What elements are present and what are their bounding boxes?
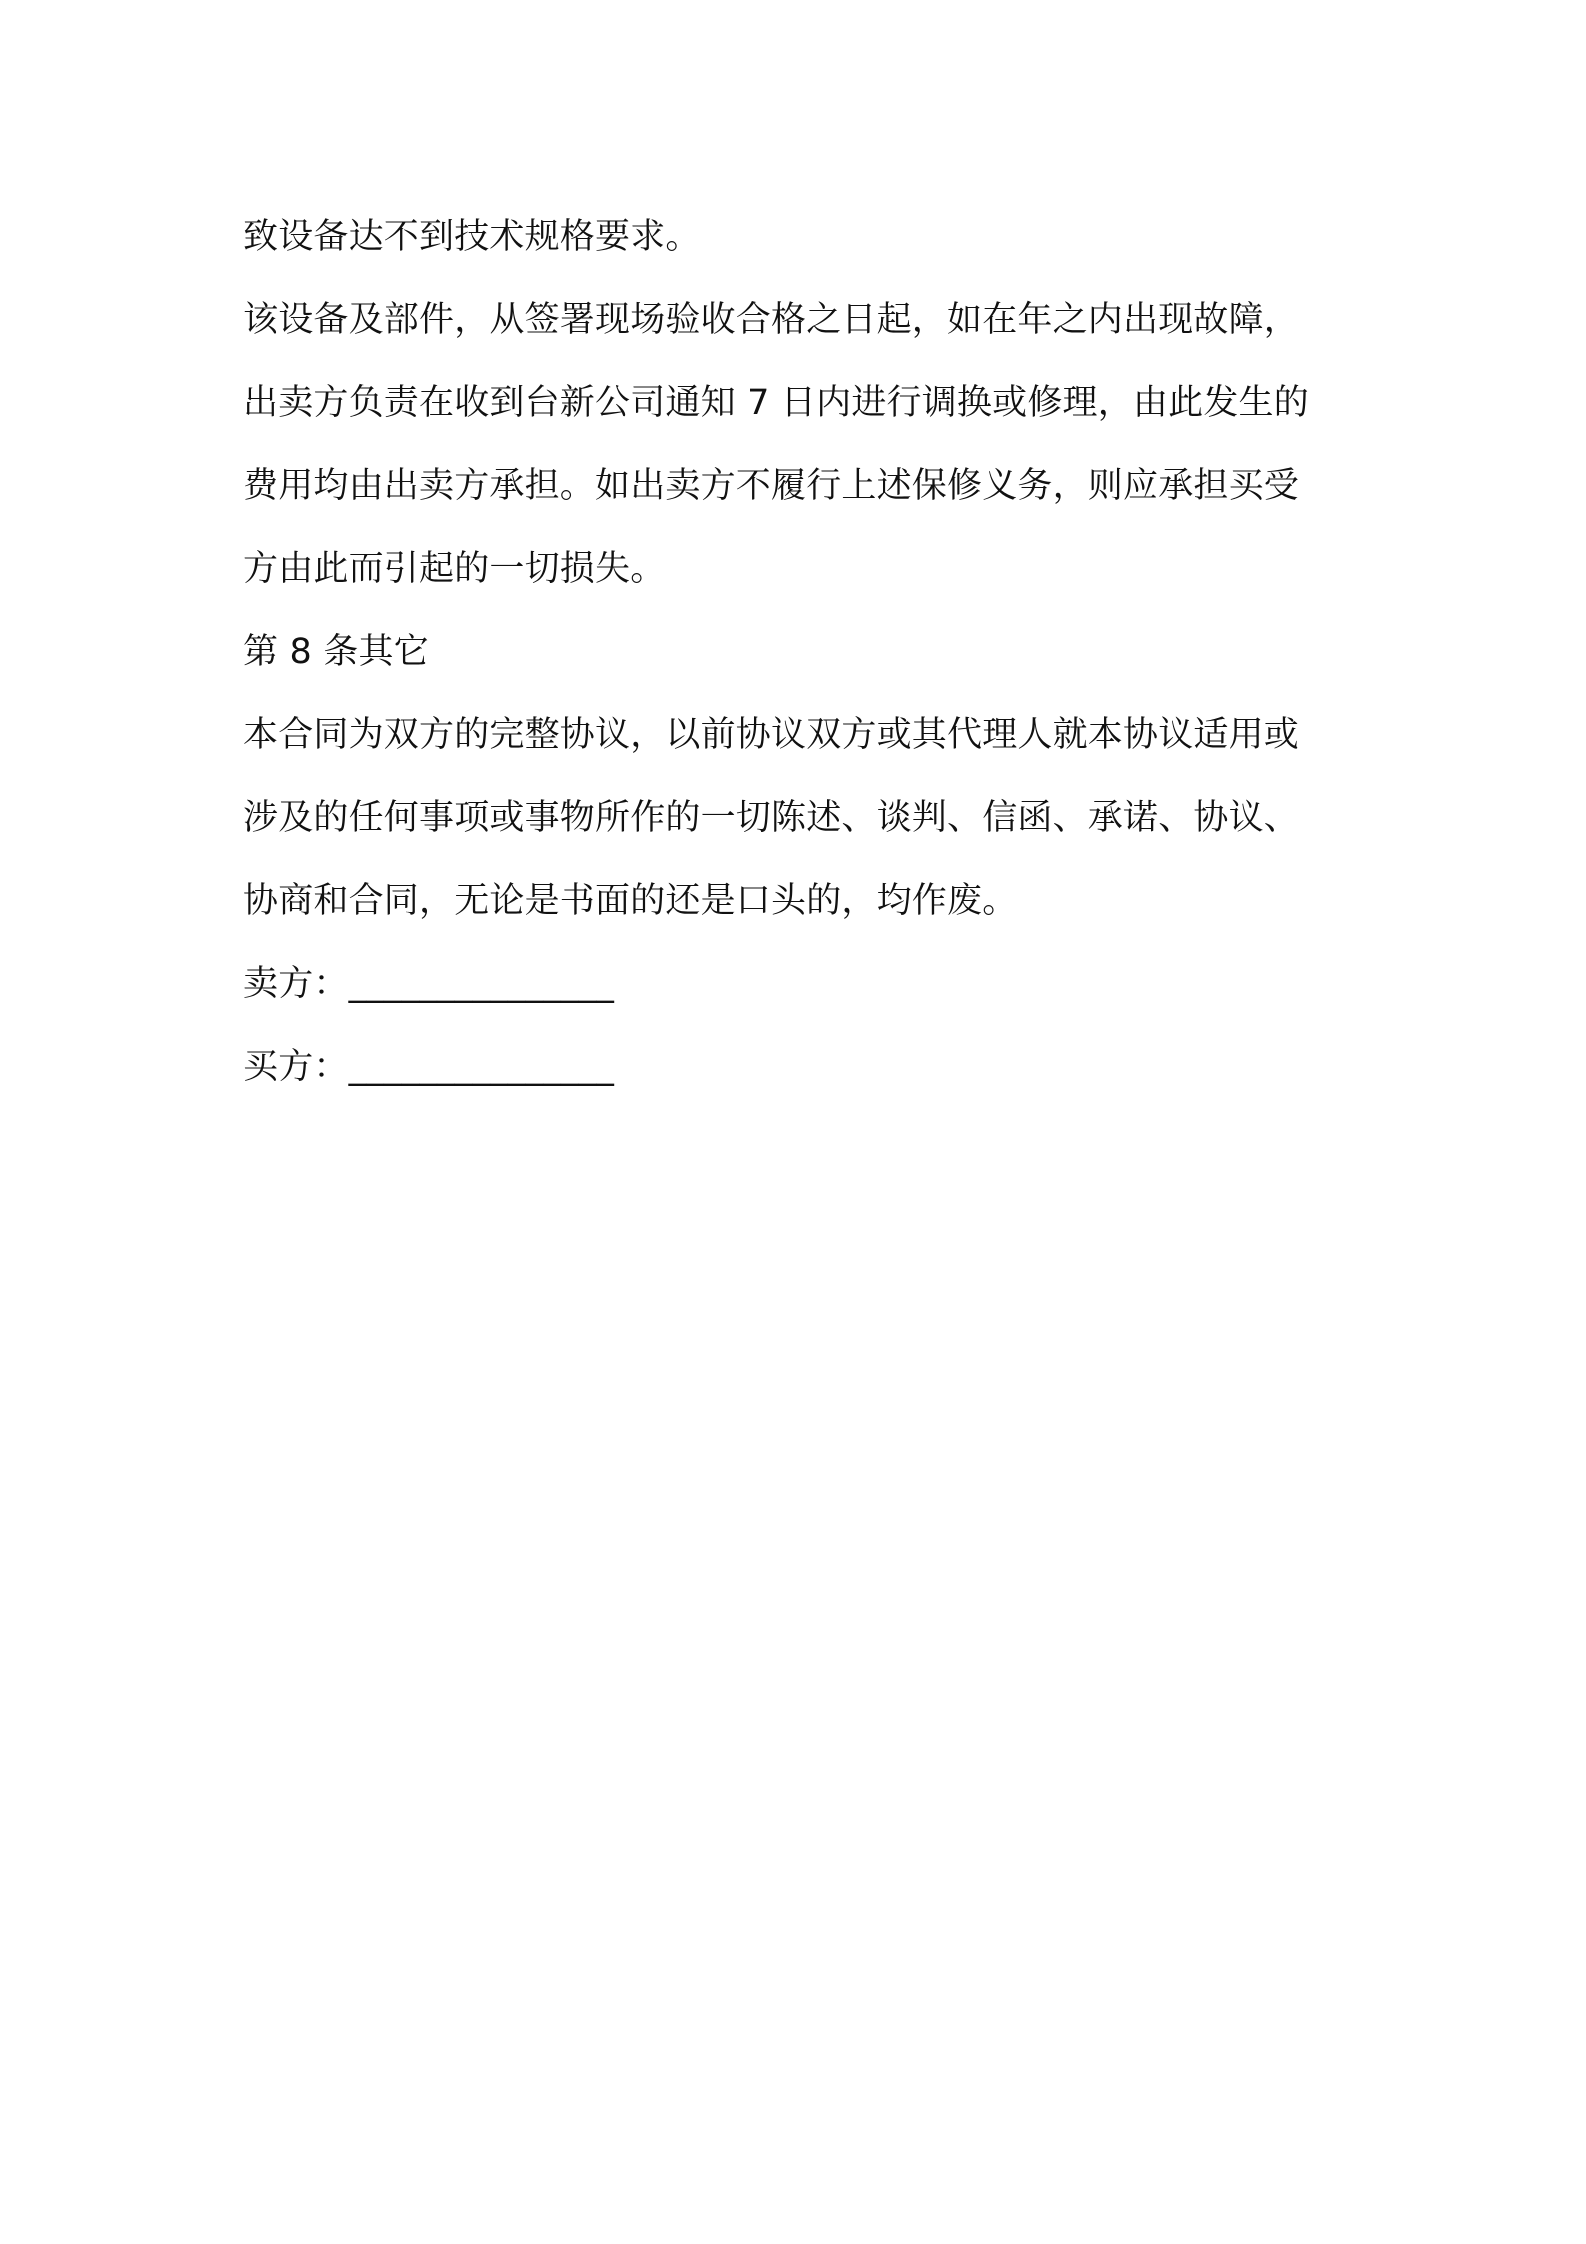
paragraph-line: 出卖方负责在收到台新公司通知 7 日内进行调换或修理，由此发生的 [243, 383, 1309, 423]
paragraph-line: 费用均由出卖方承担。如出卖方不履行上述保修义务，则应承担买受 [243, 466, 1300, 506]
paragraph-line: 方由此而引起的一切损失。 [243, 549, 666, 589]
paragraph-line: 该设备及部件，从签署现场验收合格之日起，如在年之内出现故障， [243, 300, 1300, 340]
paragraph-line: 协商和合同，无论是书面的还是口头的，均作废。 [243, 881, 1018, 921]
paragraph-line: 致设备达不到技术规格要求。 [243, 217, 701, 257]
seller-signature-line: 卖方：_______________ [243, 964, 615, 1004]
section-heading: 第 8 条其它 [243, 632, 429, 672]
buyer-signature-line: 买方：_______________ [243, 1047, 615, 1087]
document-body [243, 196, 1363, 1109]
paragraph-line: 本合同为双方的完整协议，以前协议双方或其代理人就本协议适用或 [243, 715, 1300, 755]
paragraph-line: 涉及的任何事项或事物所作的一切陈述、谈判、信函、承诺、协议、 [243, 798, 1300, 838]
